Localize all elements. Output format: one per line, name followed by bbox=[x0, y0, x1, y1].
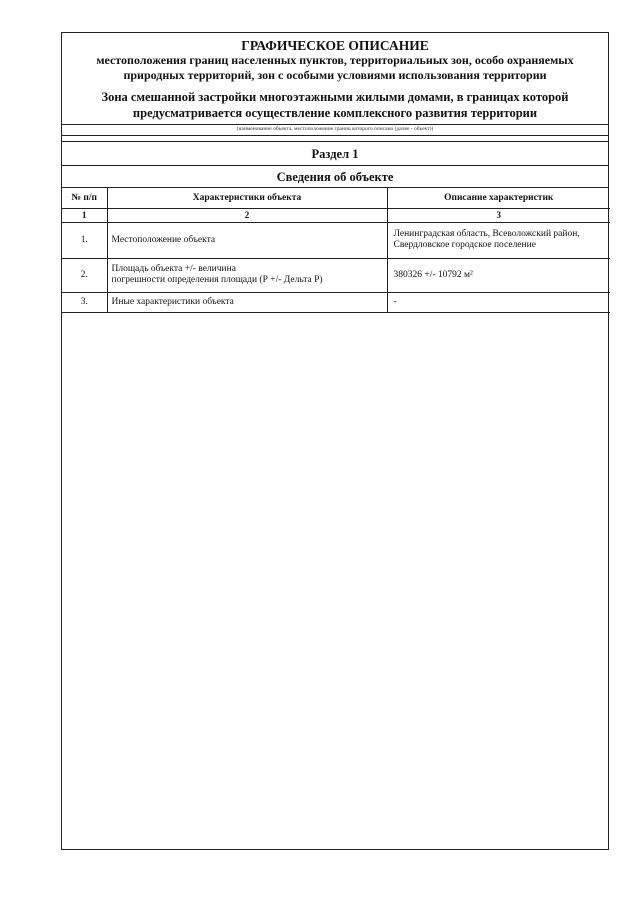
section-subtitle: Сведения об объекте bbox=[62, 166, 608, 188]
row-number: 2. bbox=[62, 258, 107, 292]
column-number-3: 3 bbox=[387, 208, 610, 222]
header-cell-characteristic: Характеристики объекта bbox=[107, 188, 387, 208]
row-description: - bbox=[387, 292, 610, 312]
header-cell-description: Описание характеристик bbox=[387, 188, 610, 208]
document-subtitle: местоположения границ населенных пунктов, территориальных зон, особо охраняемых природных территорий, зон с особыми условиями использования территории bbox=[96, 53, 574, 82]
header-cell-num: № п/п bbox=[62, 188, 107, 208]
column-number-row bbox=[62, 208, 610, 222]
row-number: 1. bbox=[62, 222, 107, 258]
row-characteristic: Местоположение объекта bbox=[107, 222, 387, 258]
table-row bbox=[62, 292, 610, 312]
document-sheet bbox=[61, 32, 609, 850]
object-caption: (наименование объекта, местоположение границ которого описано (далее - объект)) bbox=[62, 125, 608, 136]
row-description: 380326 +/- 10792 м² bbox=[387, 258, 610, 292]
section-title: Раздел 1 bbox=[62, 142, 608, 166]
row-number: 3. bbox=[62, 292, 107, 312]
table-row bbox=[62, 222, 610, 258]
object-info-table bbox=[62, 188, 610, 313]
row-characteristic: Иные характеристики объекта bbox=[107, 292, 387, 312]
row-characteristic-line-2: погрешности определения площади (Р +/- Дельта Р) bbox=[111, 275, 323, 285]
table-header-row bbox=[62, 188, 610, 208]
column-number-1: 1 bbox=[62, 208, 107, 222]
row-description: Ленинградская область, Всеволожский район, Свердловское городское поселение bbox=[387, 222, 610, 258]
column-number-2: 2 bbox=[107, 208, 387, 222]
row-characteristic-line-1: Площадь объекта +/- величина bbox=[111, 264, 236, 274]
document-title: ГРАФИЧЕСКОЕ ОПИСАНИЕ bbox=[241, 38, 429, 53]
zone-name: Зона смешанной застройки многоэтажными жилыми домами, в границах которой предусматривается осуществление комплексного развития территории bbox=[101, 90, 569, 120]
table-row bbox=[62, 258, 610, 292]
row-characteristic bbox=[107, 258, 387, 292]
